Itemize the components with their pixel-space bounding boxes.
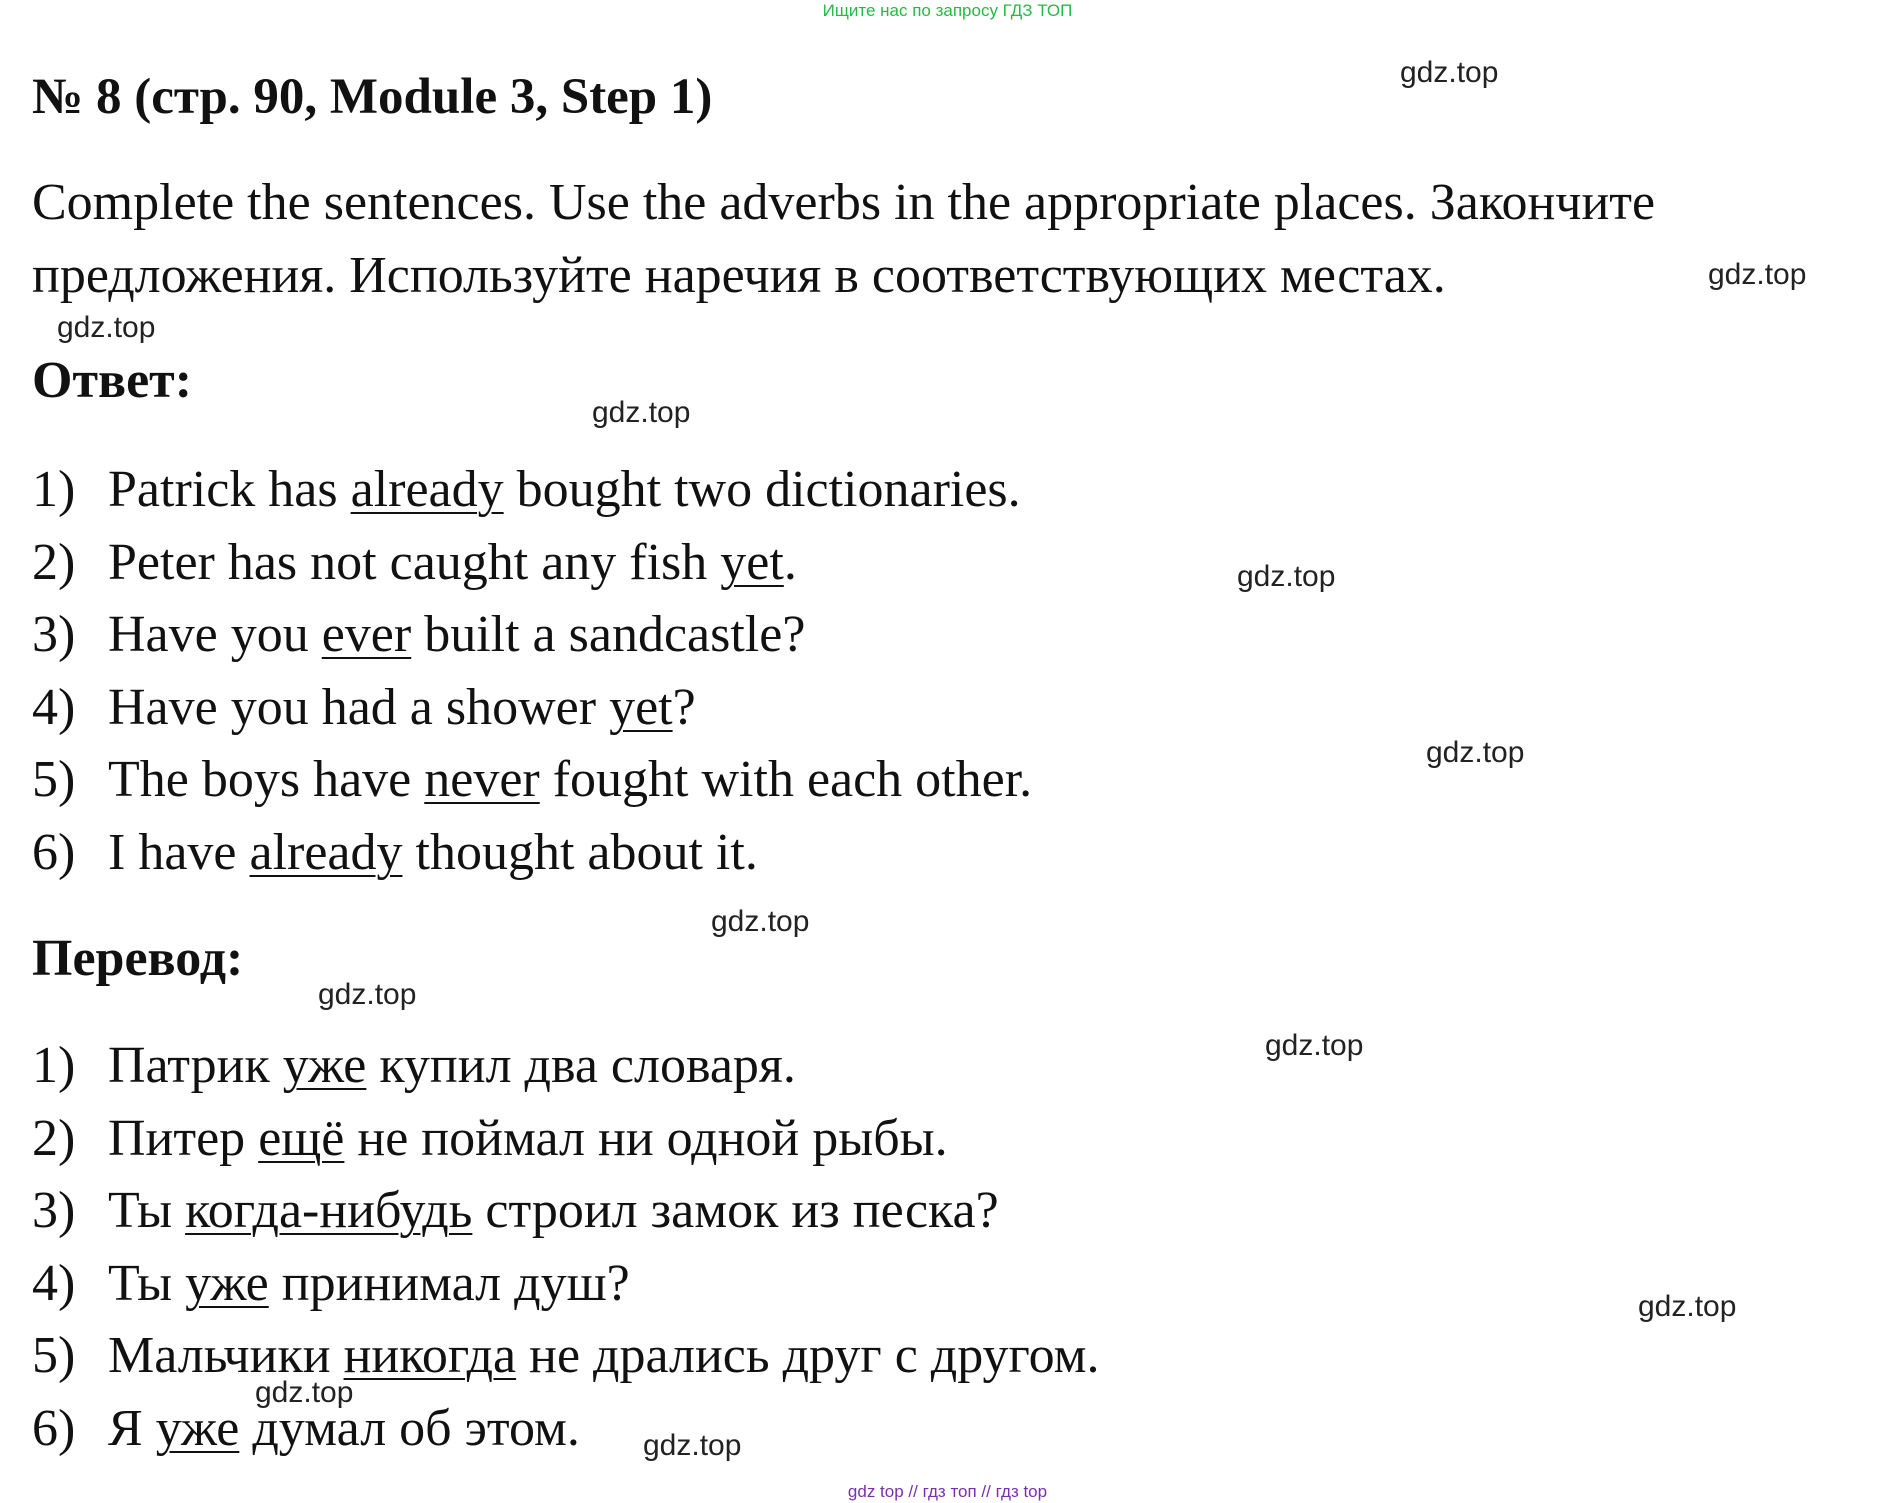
list-item <box>32 817 1032 890</box>
sentence-end: думал об этом. <box>239 1399 580 1457</box>
watermark: gdz.top <box>1638 1290 1737 1323</box>
sentence-start: Мальчики <box>108 1327 344 1385</box>
sentence-end: fought with each other. <box>539 751 1033 809</box>
list-item <box>32 1320 1100 1393</box>
item-number: 6) <box>32 1399 76 1457</box>
item-number: 2) <box>32 533 76 591</box>
adverb: ever <box>321 606 412 664</box>
sentence-start: Ты <box>108 1182 186 1240</box>
sentence-start: Патрик <box>108 1037 283 1094</box>
watermark: gdz.top <box>318 978 417 1011</box>
watermark: gdz.top <box>57 311 156 344</box>
adverb: когда-нибудь <box>185 1182 473 1240</box>
item-number: 5) <box>32 751 76 809</box>
adverb: ещё <box>258 1109 345 1167</box>
list-item <box>32 672 1032 745</box>
adverb: yet <box>720 533 784 591</box>
instructions: Complete the sentences. Use the adverbs in the appropriate places. Закончите предложения. Используйте наречия в соответствующих местах. <box>32 174 1656 304</box>
watermark: gdz.top <box>1426 736 1525 769</box>
item-number: 3) <box>32 606 76 664</box>
adverb: никогда <box>343 1327 517 1385</box>
watermark: gdz.top <box>1237 560 1336 593</box>
item-number: 1) <box>32 461 76 518</box>
sentence-start: The boys have <box>108 751 425 809</box>
page-title: № 8 (стр. 90, Module 3, Step 1) <box>32 69 713 125</box>
item-number: 5) <box>32 1327 76 1385</box>
sentence-end: built a sandcastle? <box>411 606 806 664</box>
adverb: уже <box>282 1037 367 1094</box>
watermark: gdz.top <box>255 1376 354 1409</box>
sentence-end: bought two dictionaries. <box>503 461 1021 518</box>
list-item <box>32 1248 1100 1321</box>
bottom-banner: gdz top // гдз топ // гдз top <box>847 1482 1048 1501</box>
list-item <box>32 1030 1100 1103</box>
list-item <box>32 1175 1100 1248</box>
answer-list <box>32 454 1032 890</box>
adverb: never <box>424 751 540 809</box>
sentence-end: . <box>783 533 797 591</box>
watermark: gdz.top <box>711 905 810 938</box>
list-item <box>32 1393 1100 1466</box>
sentence-start: Ты <box>108 1254 186 1312</box>
item-number: 2) <box>32 1109 76 1167</box>
sentence-start: Питер <box>108 1109 259 1167</box>
sentence-end: строил замок из песка? <box>472 1182 999 1240</box>
watermark: gdz.top <box>1265 1029 1364 1062</box>
sentence-end: купил два словаря. <box>366 1037 796 1094</box>
sentence-start: Peter has not caught any fish <box>108 533 721 591</box>
watermark: gdz.top <box>1400 56 1499 89</box>
translation-heading: Перевод: <box>32 930 244 987</box>
list-item <box>32 599 1032 672</box>
sentence-start: Я <box>108 1399 156 1457</box>
adverb: already <box>350 461 504 518</box>
item-number: 4) <box>32 678 76 736</box>
sentence-start: Have you <box>108 606 322 664</box>
sentence-start: Have you had a shower <box>108 678 610 736</box>
sentence-end: ? <box>672 678 696 736</box>
list-item <box>32 527 1032 600</box>
adverb: already <box>249 823 403 881</box>
sentence-start: Patrick has <box>108 461 351 518</box>
sentence-end: thought about it. <box>402 823 758 881</box>
sentence-end: не поймал ни одной рыбы. <box>344 1109 948 1167</box>
sentence-end: принимал душ? <box>268 1254 630 1312</box>
watermark: gdz.top <box>1708 258 1807 291</box>
answer-heading: Ответ: <box>32 352 193 409</box>
adverb: уже <box>185 1254 269 1312</box>
top-banner: Ищите нас по запросу ГДЗ ТОП <box>822 1 1073 20</box>
list-item <box>32 1103 1100 1176</box>
adverb: уже <box>155 1399 240 1457</box>
watermark: gdz.top <box>592 396 691 429</box>
list-item <box>32 744 1032 817</box>
item-number: 4) <box>32 1254 76 1312</box>
list-item <box>32 454 1032 527</box>
item-number: 1) <box>32 1037 76 1094</box>
translation-list <box>32 1030 1100 1466</box>
sentence-start: I have <box>108 823 250 881</box>
item-number: 3) <box>32 1182 76 1240</box>
item-number: 6) <box>32 823 76 881</box>
sentence-end: не дрались друг с другом. <box>516 1327 1100 1385</box>
adverb: yet <box>609 678 673 736</box>
watermark: gdz.top <box>643 1429 742 1462</box>
